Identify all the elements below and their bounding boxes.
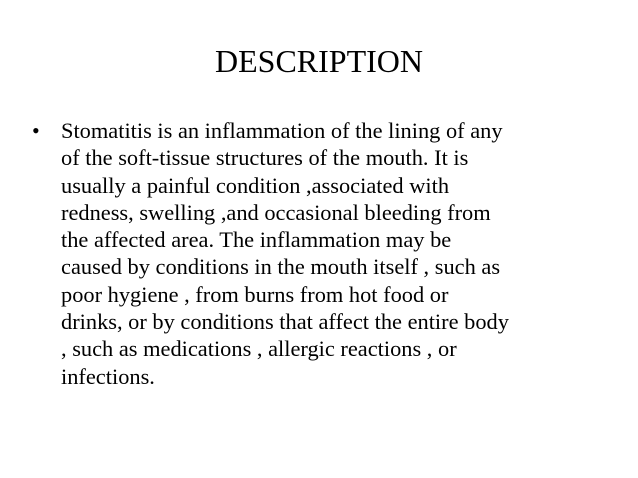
bullet-item (32, 117, 612, 390)
bullet-marker: • (32, 118, 40, 143)
bullet-text-line: drinks, or by conditions that affect the entire body (61, 309, 509, 335)
bullet-text-line: the affected area. The inflammation may be (61, 227, 452, 253)
slide-content (32, 117, 612, 390)
bullet-text-line: caused by conditions in the mouth itself , such as (61, 254, 501, 280)
bullet-text-line: infections. (61, 363, 155, 389)
bullet-text-line: poor hygiene , from burns from hot food or (61, 281, 449, 307)
bullet-text-line: , such as medications , allergic reactions , or (61, 336, 457, 362)
bullet-text-line: Stomatitis is an inflammation of the lining of any (61, 118, 503, 143)
slide-title: DESCRIPTION (214, 43, 423, 79)
bullet-text (61, 117, 612, 390)
bullet-text-line: usually a painful condition ,associated with (61, 172, 450, 198)
bullet-text-line: of the soft-tissue structures of the mouth. It is (61, 145, 469, 171)
bullet-text-line: redness, swelling ,and occasional bleeding from (61, 199, 491, 225)
